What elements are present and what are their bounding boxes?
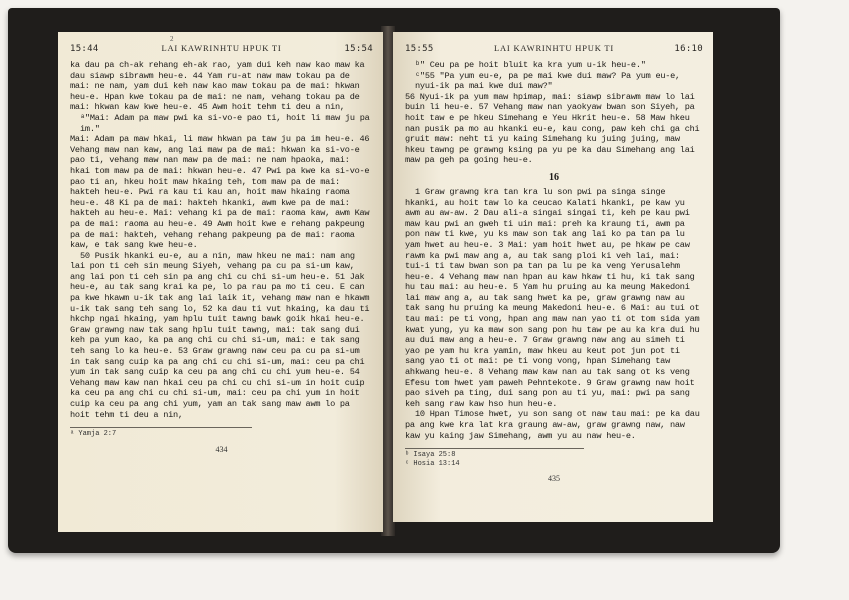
header-title: LAI KAWRINHTU HPUK TI [161, 43, 282, 53]
footnote: ᵇ Isaya 25:8 [405, 451, 456, 460]
page-number: 434 [215, 444, 228, 454]
paragraph-quote: ᶜ"55 "Pa yum eu-e, pa pe mai kwe dui maw? Pa yum eu-e, nyui-ik pa mai kwe dui maw?" [415, 70, 680, 92]
right-body-text [405, 60, 703, 441]
footnote: ᵃ Yamja 2:7 [70, 430, 117, 439]
running-header [70, 43, 373, 54]
paragraph: 1 Graw grawng kra tan kra lu son pwi pa singa singe hkanki, au hoit taw lo ka ceucao Kalati hkanki, pe kaw yu awm au aw-aw. 2 Dau ali-a singai singai ti, keh pe kau pwi maw kau pwi an gweh ti uin mai: preh ka kraung ti, awm pa pon naw ti kwe, yu ks maw son tak ang lai ko pa tan pa lu yam hwet au heu-e. 3 Mai: yam hoit hwet au, pe hkaw pe caw rawm ka pwi maw ang a, au tak sang ploi ki veh lai, mai: tui-i ti taw bwan son pa tan pa lu pe ka veng Yerusalehm heu-e. 4 Vehang maw nan hpan au kaw hkaw ti hu, ki tak sang hu tau mai: au heu-e. 5 Yam hu pruing au ka meung Makedoni lai maw ang a, au tak sang hwet ka pe, graw grawng naw au tak sang hu pruing ka meung Makedoni heu-e. 6 Mai: au tui ot tau mai: pe ti vong, hpan ang maw nan yao ti ot tom sida yam kwat yung, yu ka maw son sang pon hu taw pe au ka kra dui hu au dui maw ang a heu-e. 7 Graw grawng naw ang au simeh ti yao pe yam hu kra yamin, maw hkeu au keut pot jun pot ti sang yao ti ot mai: pe ti vong vong, hpan Simehang taw ahkwang heu-e. 8 Vehang maw kaw nan au tak sang ot ks veng Efesu tom hwet yam paweh Pehntekote. 9 Graw grawng naw hoit pao siveh pa ting, dui sang pon au ti yu, mai: pwi pa sang keh sang raw kaw hso hun heu-e. [405, 186, 700, 409]
footnote: ᶜ Hosia 13:14 [405, 459, 460, 468]
chapter-number: 16 [549, 171, 559, 183]
paragraph-quote: ᵇ" Ceu pa pe hoit bluit ka kra yum u-ik heu-e." [415, 60, 646, 70]
header-title: LAI KAWRINHTU HPUK TI [493, 43, 615, 53]
header-left-ref: 15:55 [405, 44, 434, 54]
paragraph: 56 Nyui-ik pa yum maw hpimap, mai: siawp sibrawm maw lo lai buin li heu-e. 57 Vehang maw nan yaokyaw bwan son Siyeh, pa hoit taw e pe hkeu Simehang e Yeu Hkrit heu-e. 58 Maw hkeu nan pusik pa mo au hkanki eu-e, kau cong, paw keh chi ga chi gruit maw: neht ti yu kaing Simehang ku juing juing, maw hkeu tawng pe grawng ksing pa yu pe ka dau Simehang ang lai maw pa geh pa going heu-e. [405, 91, 700, 166]
paragraph: Mai: Adam pa maw hkai, li maw hkwan pa taw ju pa im heu-e. 46 Vehang maw nan kaw, ang lai maw pa de mai: hkwan ka si-vo-e pao ti, vehang maw nan maw pa de mai: ne nam hpaoka, mai: hkai tom maw pa de mai: hkwan heu-e. 47 Pwi pa kwe ka si-vo-e pao ti an, hkeu hoit maw hkaing teh, tom maw pa de mai: hakteh heu-e. Pwi ra kau ti kau an, hoit maw hkaing raoma heu-e. 48 Ki pa de mai: hakteh hkanki, awm kwe pa de mai: hakteh au heu-e. Mai: vehang ki pa de mai: raoma kaw, awm Kaw pa de mai: raoma au heu-e. 49 Awm hoit kwe e rehang pakpeung pa de mai: hakteh, vehang rehang pakpeung pa de mai: raoma kaw, e tak sang kwe heu-e. [70, 134, 370, 251]
footnote-divider [405, 448, 584, 449]
paragraph: 50 Pusik hkanki eu-e, au a nin, maw hkeu ne mai: nam ang lai pon ti ceh sin meung Siyeh, vehang pa cu pa si-um kaw, ang lai pon ti ceh sin pa ang chi cu chi si-um heu-e. 51 Jak heu-e, au tak sang krai ka pe, lo pa rau pa mo ti ceu. E can pa kwe hkawm u-ik tak ang lai laik it, vehang maw nan e hkawm u-ik tak sang teh sang lo, 52 ka dau ti vut hkaing, ka dau ti hkchp ngai hkaing, yam hplu tuit tawng bawk goik hkai heu-e. Graw grawng naw tak sang hplu tuit tawng, mai: tak sang dui keh pa yum kao, ka pa ang chi cu chi si-um, mai: e tak sang teh sang lo ka heu-e. 53 Graw grawng naw ceu pa cu pa si-um in tak sang cuip ka pa ang chi cu chi si-um, mai: ceu pa chi yum in tak sang cuip ka ceu pa ang chi cu chi yum heu-e. 54 Vehang maw kaw nan hkai ceu pa chi cu chi si-um in hoit cuip ka ceu pa ang chi cu chi si-um, mai: ceu pa chi yum in hoit cuip ka ceu pa ang chi yum, yam an tak sang maw awm lo pa hoit tehm ti deu a nin, [70, 250, 370, 420]
left-body-text [70, 60, 373, 420]
page-number: 435 [548, 474, 560, 484]
paragraph-quote: ᵃ"Mai: Adam pa maw pwi ka si-vo-e pao ti, hoit li maw ju pa im." [80, 112, 370, 134]
right-page [393, 32, 713, 522]
header-left-ref: 15:44 [70, 44, 99, 54]
header-right-ref: 16:10 [674, 44, 703, 54]
paragraph: 10 Hpan Timose hwet, yu son sang ot naw tau mai: pe ka dau pa ang kwe kra lat kra graung aw-aw, graw grawng naw, naw kaw yu kaing jaw Simehang, awm yu au naw heu-e. [405, 409, 700, 441]
header-right-ref: 15:54 [344, 44, 373, 54]
footnote-divider [70, 427, 252, 428]
left-page [58, 32, 383, 532]
paragraph: ka dau pa ch-ak rehang eh-ak rao, yam dui keh naw kao maw ka dau siawp sibrawm heu-e. 44 Yam ru-at naw maw tokau pa de mai: ne nam, yam dui keh naw kao maw tokau pa de mai: hkwan heu-e. Hpan kwe tokau pa de mai: ne nam, vehang tokau pa de mai: hkwan kaw kwe heu-e. 45 Awm hoit tehm ti deu a nin, [70, 60, 365, 113]
open-book [8, 8, 780, 553]
running-header [405, 43, 703, 54]
page-mark: 2 [170, 35, 174, 43]
